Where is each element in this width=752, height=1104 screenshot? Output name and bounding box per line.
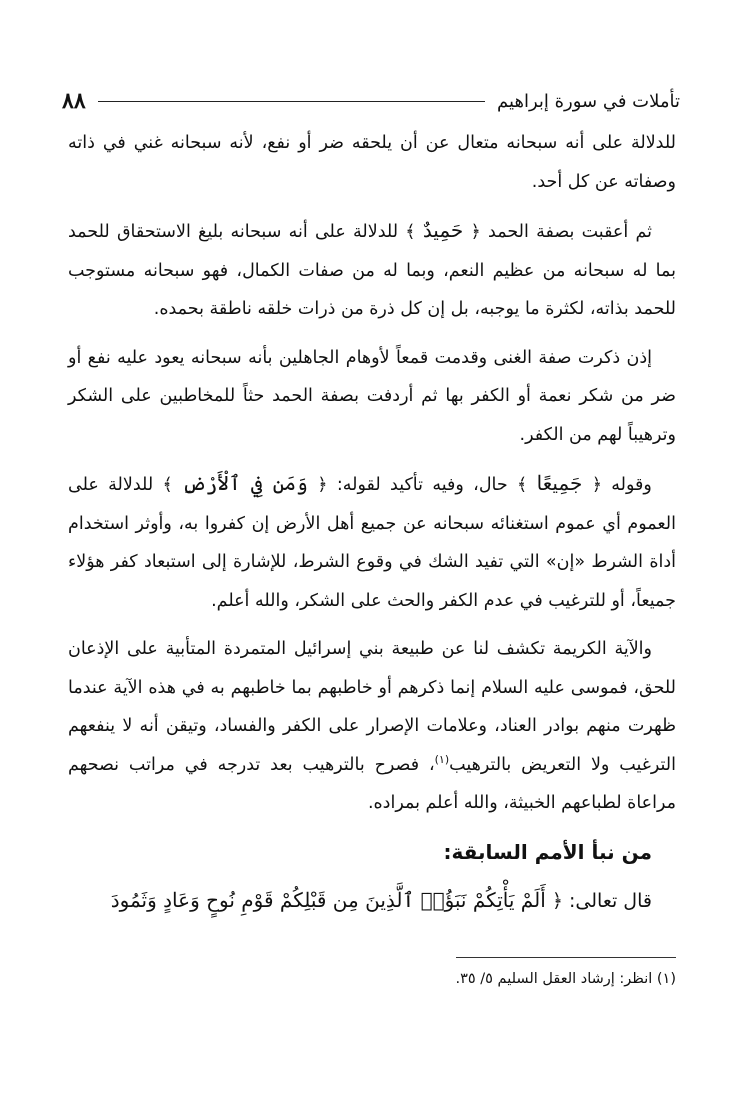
page-header	[60, 84, 680, 118]
quran-bracket-open: ﴿	[317, 475, 328, 495]
quran-bracket-close: ﴾	[405, 222, 416, 242]
paragraph-5-text-end: ، فصرح بالترهيب بعد تدرجه في مراتب نصحهم مراعاة لطباعهم الخبيثة، والله أعلم بمراده.	[68, 754, 676, 813]
quran-quote-jamian: جَمِيعًا	[536, 471, 583, 495]
verse-line	[68, 881, 676, 921]
paragraph-3: إذن ذكرت صفة الغنى وقدمت قمعاً لأوهام الجاهلين بأنه سبحانه يعود عليه نفع أو ضر من شكر نعمة أو الكفر بها ثم أردفت بصفة الحمد حثاً للمخاطبين على الشكر وترهيباً لهم من الكفر.	[68, 347, 676, 445]
paragraph-2-text-end: للدلالة على أنه سبحانه بليغ الاستحقاق للحمد بما له سبحانه من عظيم النعم، وبما له من صفات الكمال، فهو سبحانه مستوجب للحمد بذاته، لكثرة ما يوجبه، بل إن كل ذرة من ذرات خلقه ناطقة بحمده.	[68, 222, 676, 319]
quran-quote-hamid: حَمِيدٌ	[422, 218, 464, 242]
page-body	[68, 124, 676, 931]
paragraph-4-text-end: للدلالة على العموم أي عموم استغنائه سبحانه عن جميع أهل الأرض إن كفروا به، وأوثر استخدام أداة الشرط «إن» التي تفيد الشك في وقوع الشرط، للإشارة إلى استبعاد كفر هؤلاء جميعاً، أو للترغيب في عدم الكفر والحث على الشكر، والله أعلم.	[68, 475, 676, 611]
paragraph-2	[68, 211, 676, 329]
paragraph-2-text-start: ثم أعقبت بصفة الحمد	[488, 222, 652, 242]
paragraph-1: للدلالة على أنه سبحانه متعال عن أن يلحقه ضر أو نفع، لأنه سبحانه غني في ذاته وصفاته عن كل أحد.	[68, 133, 676, 192]
page-number: ٨٨	[62, 88, 86, 114]
paragraph-4	[68, 464, 676, 620]
paragraph-5	[68, 630, 676, 823]
footnote: (١) انظر: إرشاد العقل السليم ٥/ ٣٥.	[455, 971, 676, 987]
paragraph-5-text-start: والآية الكريمة تكشف لنا عن طبيعة بني إسرائيل المتمردة المتأبية على الإذعان للحق، فموسى عليه السلام إنما ذكرهم أو خاطبهم بما خاطبهم به في هذه الآية عندما ظهرت منهم بوادر العناد، وعلامات الإصرار على الكفر والفساد، وتيقن أنه لا ينفعهم الترغيب ولا التعريض بالترهيب	[68, 639, 677, 775]
quran-bracket-close: ﴾	[162, 475, 173, 495]
section-heading: من نبأ الأمم السابقة:	[443, 839, 652, 864]
quran-bracket-open: ﴿	[551, 890, 563, 912]
paragraph-4-mid: حال، وفيه تأكيد لقوله:	[336, 475, 508, 495]
quran-bracket-open: ﴿	[591, 475, 602, 495]
quran-bracket-close: ﴾	[517, 475, 528, 495]
running-title: تأملات في سورة إبراهيم	[497, 90, 680, 112]
paragraph-4-lead: وقوله	[611, 475, 652, 495]
verse-intro: قال تعالى:	[569, 890, 652, 912]
quran-bracket-open: ﴿	[470, 222, 481, 242]
header-rule	[98, 101, 485, 102]
quran-quote-ard: وَمَن فِي ٱلْأَرْضِ	[182, 471, 308, 495]
footnote-ref[interactable]: (١)	[434, 752, 450, 766]
quran-verse: أَلَمْ يَأْتِكُمْ نَبَؤُا۟ ٱلَّذِينَ مِن قَبْلِكُمْ قَوْمِ نُوحٍ وَعَادٍ وَثَمُودَ	[110, 888, 546, 912]
footnote-rule	[456, 957, 676, 958]
